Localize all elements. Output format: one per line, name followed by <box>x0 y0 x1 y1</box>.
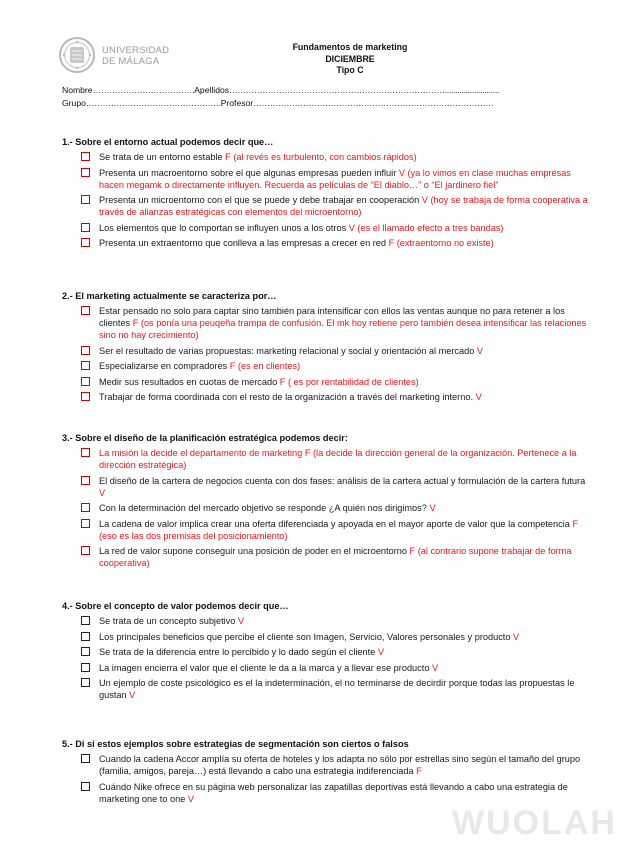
answer-option: Ser el resultado de varias propuestas: marketing relacional y social y orientación al mercado V <box>62 345 592 357</box>
answer-checkbox[interactable] <box>81 448 90 457</box>
answer-option: La cadena de valor implica crear una oferta diferenciada y apoyada en el mayor aporte de valor que la competencia F (eso es las dos premisas del posicionamiento) <box>62 518 592 542</box>
question-title: 3.- Sobre el diseño de la planificación estratégica podemos decir: <box>62 433 348 443</box>
answer-option: Los elementos que lo comportan se influyen unos a los otros V (es el llamado efecto a tres bandas) <box>62 222 592 234</box>
answer-option: Especializarse en compradores F (es en clientes) <box>62 360 592 372</box>
answer-checkbox[interactable] <box>81 519 90 528</box>
answer-option: Presenta un extraentorno que conlleva a las empresas a crecer en red F (extraentorno no existe) <box>62 237 592 249</box>
profesor-label: Profesor <box>220 98 254 108</box>
answer-checkbox[interactable] <box>81 306 90 315</box>
answer-option: La red de valor supone conseguir una posición de poder en el microentorno F (al contrario supone trabajar de forma cooperativa) <box>62 545 592 569</box>
question-title: 4.- Sobre el concepto de valor podemos decir que… <box>62 601 289 611</box>
answer-option: La imagen encierra el valor que el cliente le da a la marca y a llevar ese producto V <box>62 662 592 674</box>
answer-checkbox[interactable] <box>81 782 90 791</box>
answer-option: Se trata de un entorno estable F (al revés es turbulento, con cambios rápidos) <box>62 151 592 163</box>
group-field-line <box>62 98 494 109</box>
answer-option: Cuándo Nike ofrece en su página web personalizar las zapatillas deportivas está llevando a cabo una estrategia de marketing one to one V <box>62 781 592 805</box>
exam-month: DICIEMBRE <box>325 53 375 64</box>
question-title: 5.- Di si estos ejemplos sobre estrategias de segmentación son ciertos o falsos <box>62 739 409 749</box>
answer-checkbox[interactable] <box>81 663 90 672</box>
question-3 <box>62 432 592 573</box>
answer-option: Los principales beneficios que percibe el cliente son Imagen, Servicio, Valores personales y producto V <box>62 631 592 643</box>
question-1 <box>62 136 592 253</box>
answer-checkbox[interactable] <box>81 754 90 763</box>
answer-checkbox[interactable] <box>81 616 90 625</box>
answer-checkbox[interactable] <box>81 503 90 512</box>
watermark: WUOLAH <box>452 804 617 842</box>
question-4 <box>62 600 592 705</box>
answer-checkbox[interactable] <box>81 678 90 687</box>
answer-checkbox[interactable] <box>81 546 90 555</box>
university-seal-icon <box>58 36 96 74</box>
answer-option: Medir sus resultados en cuotas de mercado F ( es por rentabilidad de clientes) <box>62 376 592 388</box>
answer-checkbox[interactable] <box>81 195 90 204</box>
answer-checkbox[interactable] <box>81 476 90 485</box>
question-2 <box>62 290 592 407</box>
question-title: 2.- El marketing actualmente se caracteriza por… <box>62 291 277 301</box>
answer-option: Se trata de la diferencia entre lo percibido y lo dado según el cliente V <box>62 646 592 658</box>
profesor-field[interactable]: …………………………………………………………………………… <box>253 98 494 108</box>
answer-checkbox[interactable] <box>81 168 90 177</box>
nombre-label: Nombre <box>62 85 93 95</box>
exam-title <box>200 42 500 77</box>
grupo-label: Grupo <box>62 98 86 108</box>
apellidos-field[interactable]: …………………………………………………………………….......................... <box>229 85 499 95</box>
university-logo <box>58 36 188 78</box>
university-name: UNIVERSIDAD DE MÁLAGA <box>102 45 170 67</box>
question-5 <box>62 738 592 808</box>
answer-checkbox[interactable] <box>81 632 90 641</box>
answer-option: Presenta un microentorno con el que se puede y debe trabajar en cooperación V (hoy se trabaja de forma cooperativa a través de alianzas estratégicas con elementos del microentorno) <box>62 194 592 218</box>
answer-option: Se trata de un concepto subjetivo V <box>62 615 592 627</box>
answer-option: Cuando la cadena Accor amplía su oferta de hoteles y los adapta no sólo por estrellas sino según el tamaño del grupo (familia, amigos, pareja…) está llevando a cabo una estrategia indiferenciada F <box>62 753 592 777</box>
answer-option: Presenta un macroentorno sobre el que algunas empresas pueden influir V (ya lo vimos en clase muchas empresas hacen megamk o directamente influyen. Recuerda as películas de “El diablo…” o “El jardinero fiel” <box>62 167 592 191</box>
course-title: Fundamentos de marketing <box>292 42 408 52</box>
answer-checkbox[interactable] <box>81 223 90 232</box>
answer-option: La misión la decide el departamento de marketing F (la decide la dirección general de la organización. Pertenece a la dirección estratégica) <box>62 447 592 471</box>
answer-option: El diseño de la cartera de negocios cuenta con dos fases: análisis de la cartera actual y formulación de la cartera futura V <box>62 475 592 499</box>
answer-checkbox[interactable] <box>81 647 90 656</box>
grupo-field[interactable]: …………………………………………. <box>85 98 221 108</box>
answer-option: Un ejemplo de coste psicológico es el la indeterminación, el no terminarse de decirdir porque todas las propuestas le gustan V <box>62 677 592 701</box>
apellidos-label: Apellidos <box>194 85 230 95</box>
answer-option: Con la determinación del mercado objetivo se responde ¿A quién nos dirigimos? V <box>62 502 592 514</box>
answer-checkbox[interactable] <box>81 361 90 370</box>
answer-option: Estar pensado no solo para captar sino también para intensificar con ellos las ventas aunque no para retener a los clientes F (os ponía una peuqeña trampa de confusión. El mk hoy retiene pero también desea intensificar las relaciones sino no hay crecimiento) <box>62 305 592 341</box>
answer-checkbox[interactable] <box>81 377 90 386</box>
answer-option: Trabajar de forma coordinada con el resto de la organización a través del marketing interno. V <box>62 391 592 403</box>
name-field-line <box>62 85 499 96</box>
answer-checkbox[interactable] <box>81 238 90 247</box>
answer-checkbox[interactable] <box>81 346 90 355</box>
answer-checkbox[interactable] <box>81 152 90 161</box>
exam-type: Tipo C <box>336 65 364 75</box>
nombre-field[interactable]: ………………………………. <box>92 85 195 95</box>
question-title: 1.- Sobre el entorno actual podemos decir que… <box>62 137 274 147</box>
answer-checkbox[interactable] <box>81 392 90 401</box>
